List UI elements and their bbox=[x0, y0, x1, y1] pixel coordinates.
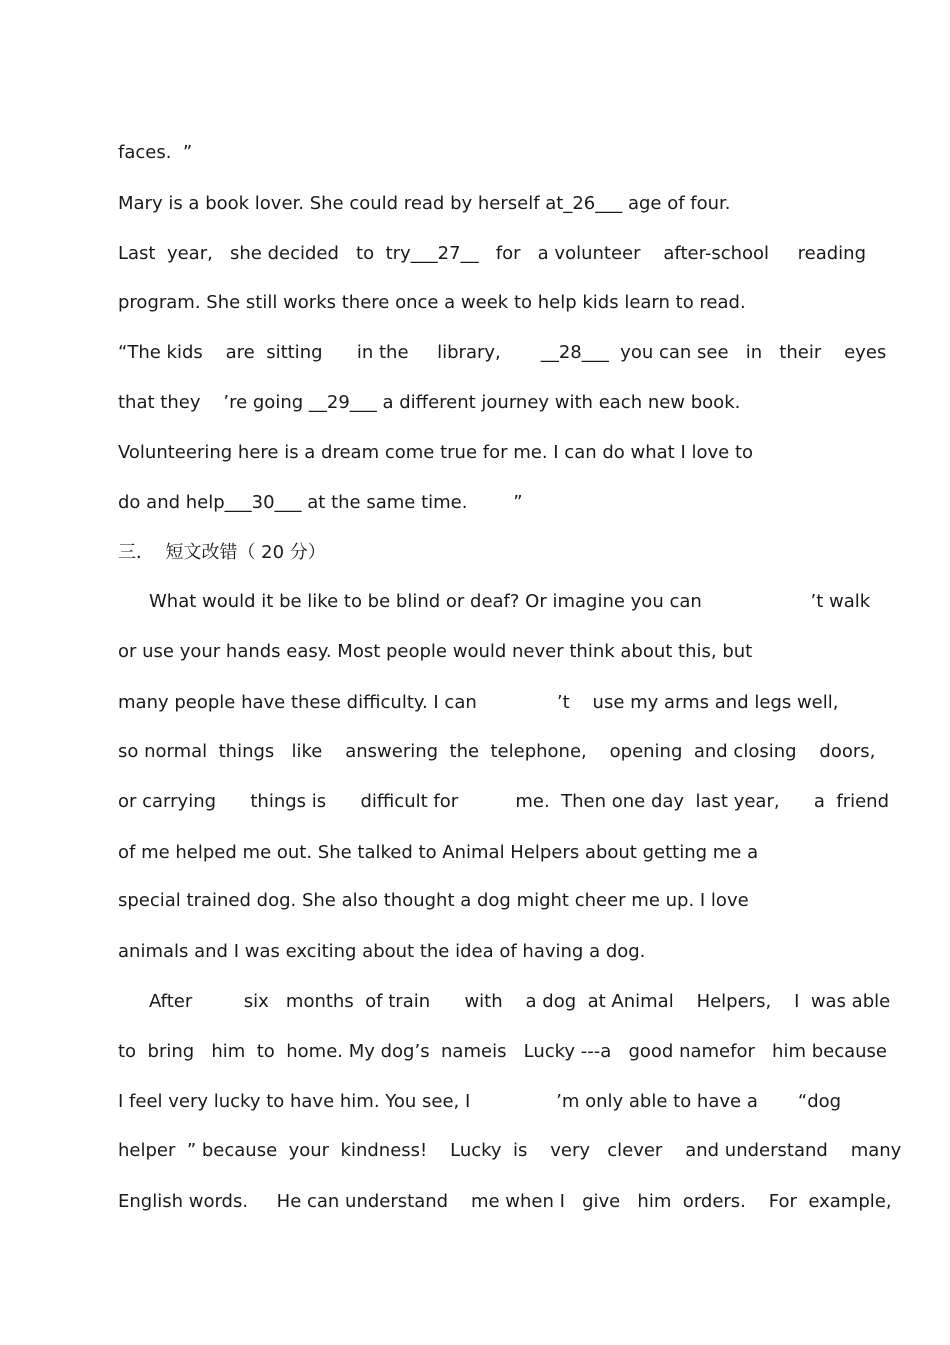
passage-line-5: “The kids are sitting in the library, __28___ you can see in their eyes bbox=[118, 342, 887, 363]
correction-line-11: I feel very lucky to have him. You see, I ’m only able to have a “dog bbox=[118, 1091, 842, 1112]
correction-line-5: or carrying things is difficult for me. Then one day last year, a friend bbox=[118, 791, 890, 812]
correction-line-9: After six months of train with a dog at Animal Helpers, I was able bbox=[149, 991, 891, 1012]
correction-line-2: or use your hands easy. Most people would never think about this, but bbox=[118, 641, 753, 662]
correction-line-8: animals and I was exciting about the idea of having a dog. bbox=[118, 941, 646, 962]
correction-line-10: to bring him to home. My dog’s nameis Lucky ---a good namefor him because bbox=[118, 1041, 887, 1062]
correction-line-1: What would it be like to be blind or deaf? Or imagine you can ’t walk bbox=[149, 591, 871, 612]
passage-line-8: do and help___30___ at the same time. ” bbox=[118, 492, 523, 513]
correction-line-13: English words. He can understand me when I give him orders. For example, bbox=[118, 1191, 892, 1212]
passage-line-2: Mary is a book lover. She could read by herself at_26___ age of four. bbox=[118, 193, 731, 214]
correction-line-3: many people have these difficulty. I can ’t use my arms and legs well, bbox=[118, 692, 839, 713]
passage-line-4: program. She still works there once a week to help kids learn to read. bbox=[118, 292, 746, 313]
passage-line-1: faces. ” bbox=[118, 142, 193, 163]
correction-line-12: helper ” because your kindness! Lucky is very clever and understand many bbox=[118, 1140, 902, 1161]
section-heading: 三． 短文改错（ 20 分） bbox=[118, 542, 326, 563]
passage-line-3: Last year, she decided to try___27__ for a volunteer after-school reading bbox=[118, 243, 867, 264]
passage-line-7: Volunteering here is a dream come true for me. I can do what I love to bbox=[118, 442, 754, 463]
correction-line-6: of me helped me out. She talked to Animal Helpers about getting me a bbox=[118, 842, 759, 863]
correction-line-4: so normal things like answering the telephone, opening and closing doors, bbox=[118, 741, 876, 762]
passage-line-6: that they ’re going __29___ a different journey with each new book. bbox=[118, 392, 741, 413]
correction-line-7: special trained dog. She also thought a dog might cheer me up. I love bbox=[118, 890, 749, 911]
